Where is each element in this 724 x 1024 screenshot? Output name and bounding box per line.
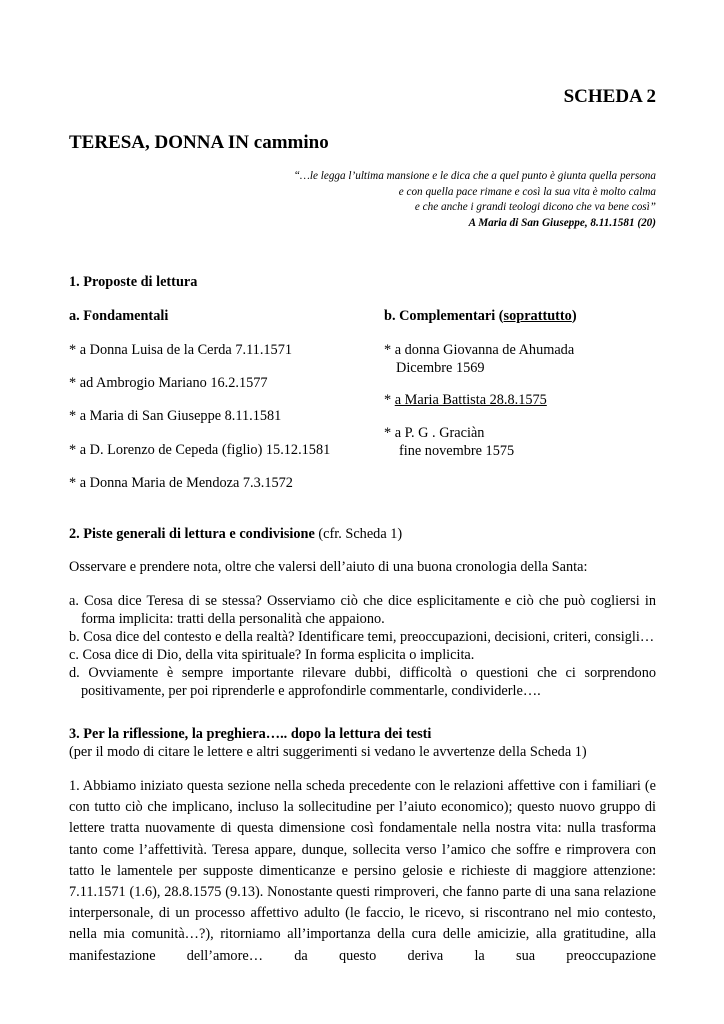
letter-item: * a Donna Luisa de la Cerda 7.11.1571 [69, 342, 292, 358]
letter-item-line: * a donna Giovanna de Ahumada [384, 342, 575, 358]
list-item: d. Ovviamente è sempre importante rilevare dubbi, difficoltà o questioni che ci sorprendono positivamente, per poi riprenderle e approfondirle commentarle, condividerle…. [69, 665, 656, 699]
letter-item-prefix: * [384, 392, 395, 408]
col-b-heading-suffix: ) [571, 308, 577, 324]
col-b-heading-prefix: b. Complementari ( [384, 308, 504, 324]
col-b-heading [384, 307, 577, 325]
list-item: a. Cosa dice Teresa di se stessa? Osserviamo ciò che dice esplicitamente e ciò che può cogliersi in forma implicita: tratti della personalità che appaiono. [69, 593, 656, 627]
col-b-heading-underlined: soprattutto [503, 308, 572, 324]
section2-list [69, 592, 656, 700]
letter-item: * ad Ambrogio Mariano 16.2.1577 [69, 375, 268, 391]
list-item: b. Cosa dice del contesto e della realtà? Identificare temi, preoccupazioni, decisioni, criteri, consigli… [69, 629, 655, 645]
letter-item-line: Dicembre 1569 [396, 360, 485, 376]
letter-item [384, 341, 574, 377]
section2-intro: Osservare e prendere nota, oltre che valersi dell’aiuto di una buona cronologia della Santa: [69, 559, 588, 575]
section2-heading [69, 525, 402, 543]
section3-heading: 3. Per la riflessione, la preghiera….. dopo la lettura dei testi [69, 726, 432, 742]
section3-subheading: (per il modo di citare le lettere e altri suggerimenti si vedano le avvertenze della Scheda 1) [69, 744, 587, 760]
section1-heading: 1. Proposte di lettura [69, 274, 198, 290]
scheda-label: SCHEDA 2 [563, 86, 656, 107]
letter-item [384, 424, 514, 460]
letter-item: * a Maria di San Giuseppe 8.11.1581 [69, 408, 282, 424]
document-title: TERESA, DONNA IN cammino [69, 132, 329, 153]
list-item: c. Cosa dice di Dio, della vita spirituale? In forma esplicita o implicita. [69, 647, 475, 663]
epigraph-attribution: A Maria di San Giuseppe, 8.11.1581 (20) [468, 216, 656, 229]
letter-item-line: fine novembre 1575 [399, 443, 515, 459]
col-a-heading: a. Fondamentali [69, 308, 169, 324]
epigraph-line: e con quella pace rimane e così la sua vita è molto calma [398, 185, 656, 198]
letter-item: * a D. Lorenzo de Cepeda (figlio) 15.12.1581 [69, 442, 331, 458]
letter-item-underlined: a Maria Battista 28.8.1575 [394, 392, 547, 408]
epigraph-line: “…le legga l’ultima mansione e le dica che a quel punto è giunta quella persona [293, 170, 656, 182]
letter-item: * a Donna Maria de Mendoza 7.3.1572 [69, 475, 293, 491]
epigraph-line: e che anche i grandi teologi dicono che va bene così” [414, 201, 656, 213]
letter-item-line: * a P. G . Graciàn [384, 425, 485, 441]
epigraph [136, 169, 656, 231]
letter-item [384, 391, 547, 409]
section3-paragraph: 1. Abbiamo iniziato questa sezione nella scheda precedente con le relazioni affettive con i familiari (e con tutto ciò che implicano, incluso la sollecitudine per l’aiuto economico); questo nuovo gruppo di lettere tratta nuovamente di questa dimensione così fondamentale nella nostra vita: nulla trasforma tanto come l’affettività. Teresa appare, dunque, sollecita verso l’amico che soffre e rimprovera con tatto le lamentele per supposte dimenticanze e persino gelosie e richieste di maggiore attenzione: 7.11.1571 (1.6), 28.8.1575 (9.13). Nonostante questi rimproveri, che fanno parte di una sana relazione interpersonale, di un processo affettivo adulto (le faccio, le ricevo, si riscontrano nel mio contesto, nella mia comunità…?), ritorniamo all’importanza della cura delle amicizie, alla gratitudine, alla manifestazione dell’amore… da questo deriva la sua preoccupazione [69, 778, 656, 964]
section2-heading-normal: (cfr. Scheda 1) [314, 526, 403, 542]
section2-heading-bold: 2. Piste generali di lettura e condivisione [69, 526, 315, 542]
